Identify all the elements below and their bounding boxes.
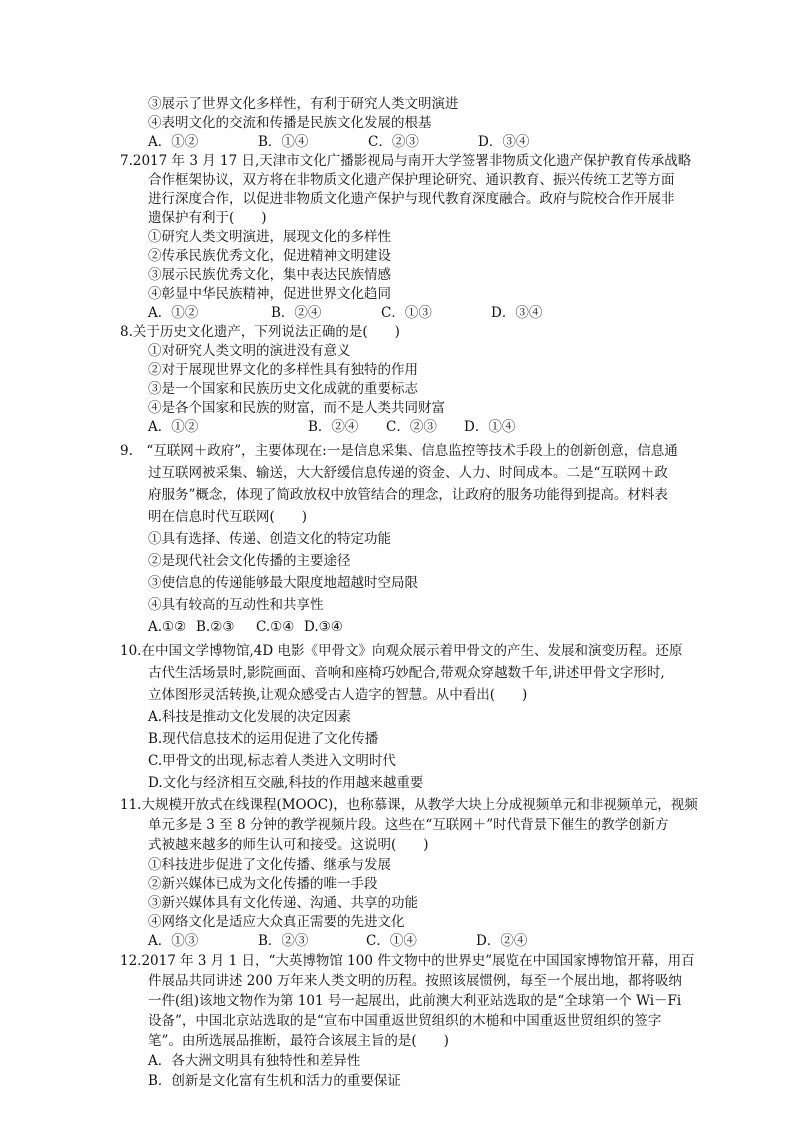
- q6-options: [148, 133, 529, 151]
- q9-option-b: B.②③: [196, 619, 235, 635]
- q9-options: [148, 618, 343, 636]
- q7-option-a: A．①②: [148, 305, 199, 321]
- q11-item-2: ②新兴媒体已成为文化传播的唯一手段: [148, 876, 378, 892]
- q11-option-d: D．②④: [476, 933, 528, 949]
- q12-option-a: A．各大洲文明具有独特性和差异性: [148, 1053, 361, 1069]
- q7-stem-line-1: 7.2017 年 3 月 17 日,天津市文化广播影视局与南开大学签署非物质文化遗产保护教育传承战略: [120, 153, 692, 169]
- q10-stem-line-1: 10.在中国文学博物馆,4D 电影《甲骨文》向观众展示着甲骨文的产生、发展和演变历程。还原: [120, 643, 683, 659]
- q12-stem-line-3: 一件(组)该地文物作为第 101 号一起展出，此前澳大利亚站选取的是“全球第一个 Wi－Fi: [148, 993, 682, 1009]
- q11-stem-line-2: 单元多是 3 至 8 分钟的教学视频片段。这些在“互联网＋”时代背景下催生的教学创新方: [148, 817, 669, 833]
- q7-stem-line-2: 合作框架协议，双方将在非物质文化遗产保护理论研究、通识教育、振兴传统工艺等方面: [148, 172, 675, 188]
- q9-option-c: C.①④: [256, 619, 295, 635]
- q9-option-d: D.③④: [304, 619, 343, 635]
- q7-option-c: C．①③: [381, 305, 432, 321]
- q10-stem-line-3: 立体图形灵活转换,让观众感受古人造字的智慧。从中看出( ): [148, 687, 528, 703]
- q9-stem-line-1: 9. “互联网＋政府”，主要体现在:一是信息采集、信息监控等技术手段上的创新创意，信息通: [120, 443, 678, 459]
- q9-option-a: A.①②: [148, 619, 187, 635]
- q11-option-c: C．①④: [366, 933, 417, 949]
- q8-option-d: D．①④: [464, 419, 516, 435]
- q8-option-a: A．①②: [148, 419, 199, 435]
- q9-item-2: ②是现代社会文化传播的主要途径: [148, 553, 351, 569]
- q6-option-d: D．③④: [478, 134, 530, 150]
- q6-option-a: A．①②: [148, 134, 199, 150]
- q11-item-4: ④网络文化是适应大众真正需要的先进文化: [148, 914, 405, 930]
- q12-stem-line-5: 笔”。由所选展品推断，最符合该展主旨的是( ): [148, 1033, 449, 1049]
- q8-stem: 8.关于历史文化遗产，下列说法正确的是( ): [120, 324, 400, 340]
- q6-item-4: ④表明文化的交流和传播是民族文化发展的根基: [148, 115, 432, 131]
- q8-options: [148, 418, 515, 436]
- q9-item-3: ③使信息的传递能够最大限度地超越时空局限: [148, 575, 418, 591]
- q12-stem-line-1: 12.2017 年 3 月 1 日，“大英博物馆 100 件文物中的世界史”展览在中国国家博物馆开幕，用百: [120, 953, 695, 969]
- q10-stem-line-2: 古代生活场景时,影院画面、音响和座椅巧妙配合,带观众穿越数千年,讲述甲骨文字形时,: [148, 665, 665, 681]
- q12-stem-line-4: 设备”，中国北京站选取的是“宣布中国重返世贸组织的木槌和中国重返世贸组织的签字: [148, 1013, 662, 1029]
- q12-stem-line-2: 件展品共同讲述 200 万年来人类文明的历程。按照该展惯例，每至一个展出地，都将吸纳: [148, 973, 682, 989]
- q11-item-3: ③新兴媒体具有文化传递、沟通、共享的功能: [148, 895, 418, 911]
- q7-item-1: ①研究人类文明演进，展现文化的多样性: [148, 229, 391, 245]
- q11-options: [148, 932, 527, 950]
- q11-stem-line-1: 11.大规模开放式在线课程(MOOC)，也称慕课，从教学大块上分成视频单元和非视频单元，视频: [120, 797, 698, 813]
- q6-item-3: ③展示了世界文化多样性，有利于研究人类文明演进: [148, 96, 459, 112]
- q9-stem-line-3: 府服务”概念，体现了简政放权中放管结合的理念，让政府的服务功能得到提高。材料表: [148, 487, 668, 503]
- q8-option-c: C．②③: [386, 419, 437, 435]
- q9-stem-line-4: 明在信息时代互联网( ): [148, 509, 308, 525]
- q8-item-3: ③是一个国家和民族历史文化成就的重要标志: [148, 381, 418, 397]
- q10-option-d: D.文化与经济相互交融,科技的作用越来越重要: [148, 775, 424, 791]
- q8-item-2: ②对于展现世界文化的多样性具有独特的作用: [148, 362, 418, 378]
- q9-item-4: ④具有较高的互动性和共享性: [148, 597, 324, 613]
- q8-option-b: B．②④: [308, 419, 359, 435]
- q11-item-1: ①科技进步促进了文化传播、继承与发展: [148, 857, 391, 873]
- q11-stem-line-3: 式被越来越多的师生认可和接受。这说明( ): [148, 837, 429, 853]
- q7-item-3: ③展示民族优秀文化，集中表达民族情感: [148, 267, 391, 283]
- q10-option-b: B.现代信息技术的运用促进了文化传播: [148, 731, 379, 747]
- q10-option-a: A.科技是推动文化发展的决定因素: [148, 709, 352, 725]
- q6-option-b: B．①④: [258, 134, 309, 150]
- q7-stem-line-3: 进行深度合作，以促进非物质文化遗产保护与现代教育深度融合。政府与院校合作开展非: [148, 191, 675, 207]
- q11-option-b: B．②③: [258, 933, 309, 949]
- q7-item-2: ②传承民族优秀文化，促进精神文明建设: [148, 248, 391, 264]
- q6-option-c: C．②③: [368, 134, 419, 150]
- q7-options: [148, 304, 542, 322]
- q12-option-b: B．创新是文化富有生机和活力的重要保证: [148, 1073, 401, 1089]
- q8-item-4: ④是各个国家和民族的财富，而不是人类共同财富: [148, 400, 445, 416]
- q7-stem-line-4: 遗保护有利于( ): [148, 210, 267, 226]
- q7-option-b: B．②④: [271, 305, 322, 321]
- q9-item-1: ①具有选择、传递、创造文化的特定功能: [148, 531, 391, 547]
- q7-option-d: D．③④: [491, 305, 543, 321]
- q9-stem-line-2: 过互联网被采集、输送，大大舒缓信息传递的资金、人力、时间成本。二是“互联网＋政: [148, 465, 668, 481]
- q7-item-4: ④彰显中华民族精神，促进世界文化趋同: [148, 286, 391, 302]
- q11-option-a: A．①③: [148, 933, 199, 949]
- q8-item-1: ①对研究人类文明的演进没有意义: [148, 343, 351, 359]
- q10-option-c: C.甲骨文的出现,标志着人类进入文明时代: [148, 753, 396, 769]
